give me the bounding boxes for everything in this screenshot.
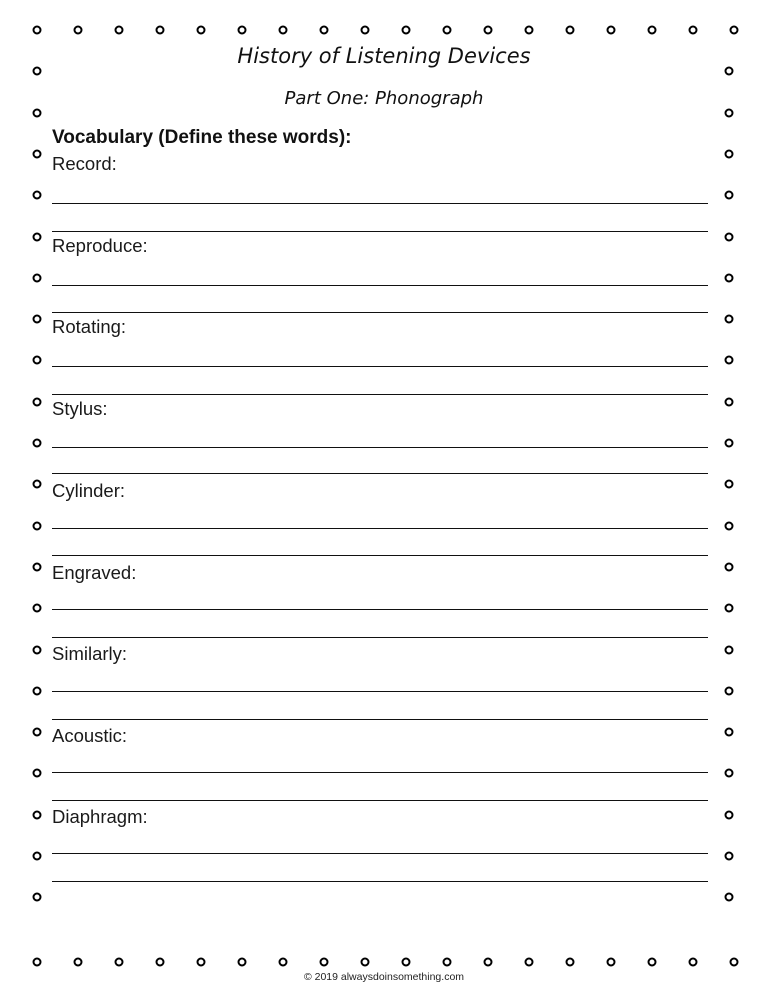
answer-line[interactable] [52,853,708,854]
border-dot [33,645,42,654]
answer-line[interactable] [52,231,708,232]
page-title: History of Listening Devices [237,44,531,68]
border-dot [33,191,42,200]
border-dot [156,26,165,35]
border-dot [238,26,247,35]
border-dot [443,958,452,967]
term-similarly-label: Similarly: [52,643,128,664]
border-dot [402,26,411,35]
border-dot [33,852,42,861]
answer-line[interactable] [52,528,708,529]
vocabulary-heading: Vocabulary (Define these words): [52,127,352,148]
border-dot [197,26,206,35]
border-dot [725,645,734,654]
answer-line[interactable] [52,691,708,692]
border-dot [725,191,734,200]
term-rotating-label: Rotating: [52,316,127,337]
term-record-label: Record: [52,153,117,174]
term-engraved-label: Engraved: [52,562,137,583]
answer-line[interactable] [52,473,708,474]
border-dot [725,686,734,695]
border-dot [33,893,42,902]
border-dot [725,810,734,819]
border-dot [689,958,698,967]
border-dot [33,769,42,778]
border-dot [566,26,575,35]
answer-line[interactable] [52,881,708,882]
border-dot [33,521,42,530]
border-dot [725,232,734,241]
border-dot [33,686,42,695]
border-dot [33,26,42,35]
border-dot [443,26,452,35]
border-dot [33,108,42,117]
border-dot [156,958,165,967]
answer-line[interactable] [52,366,708,367]
border-dot [725,356,734,365]
border-dot [725,397,734,406]
border-dot [725,521,734,530]
border-dot [725,149,734,158]
border-dot [402,958,411,967]
border-dot [725,728,734,737]
answer-line[interactable] [52,394,708,395]
border-dot [279,26,288,35]
border-dot [33,958,42,967]
border-dot [33,273,42,282]
answer-line[interactable] [52,555,708,556]
term-diaphragm-label: Diaphragm: [52,806,148,827]
answer-line[interactable] [52,772,708,773]
border-dot [725,273,734,282]
border-dot [33,397,42,406]
border-dot [730,26,739,35]
border-dot [33,480,42,489]
border-dot [115,26,124,35]
border-dot [74,26,83,35]
border-dot [566,958,575,967]
border-dot [33,562,42,571]
border-dot [33,149,42,158]
border-dot [320,958,329,967]
term-stylus-label: Stylus: [52,398,108,419]
border-dot [320,26,329,35]
copyright-footer: © 2019 alwaysdoinsomething.com [303,971,465,983]
border-dot [197,958,206,967]
border-dot [33,232,42,241]
border-dot [607,958,616,967]
answer-line[interactable] [52,312,708,313]
border-dot [361,958,370,967]
answer-line[interactable] [52,447,708,448]
answer-line[interactable] [52,285,708,286]
answer-line[interactable] [52,203,708,204]
border-dot [33,604,42,613]
answer-line[interactable] [52,609,708,610]
border-dot [725,480,734,489]
border-dot [238,958,247,967]
border-dot [607,26,616,35]
border-dot [361,26,370,35]
term-cylinder-label: Cylinder: [52,480,125,501]
border-dot [725,852,734,861]
border-dot [725,562,734,571]
border-dot [74,958,83,967]
term-acoustic-label: Acoustic: [52,725,128,746]
border-dot [725,604,734,613]
border-dot [484,26,493,35]
border-dot [725,893,734,902]
border-dot [648,958,657,967]
border-dot [33,67,42,76]
border-dot [484,958,493,967]
border-dot [525,26,534,35]
border-dot [725,108,734,117]
border-dot [689,26,698,35]
border-dot [648,26,657,35]
border-dot [115,958,124,967]
answer-line[interactable] [52,719,708,720]
border-dot [725,769,734,778]
page-subtitle: Part One: Phonograph [284,88,484,109]
border-dot [33,728,42,737]
border-dot [33,810,42,819]
border-dot [730,958,739,967]
border-dot [725,67,734,76]
border-dot [33,356,42,365]
border-dot [725,439,734,448]
border-dot [33,439,42,448]
term-reproduce-label: Reproduce: [52,235,148,256]
border-dot [279,958,288,967]
answer-line[interactable] [52,800,708,801]
border-dot [725,315,734,324]
border-dot [33,315,42,324]
border-dot [525,958,534,967]
answer-line[interactable] [52,637,708,638]
